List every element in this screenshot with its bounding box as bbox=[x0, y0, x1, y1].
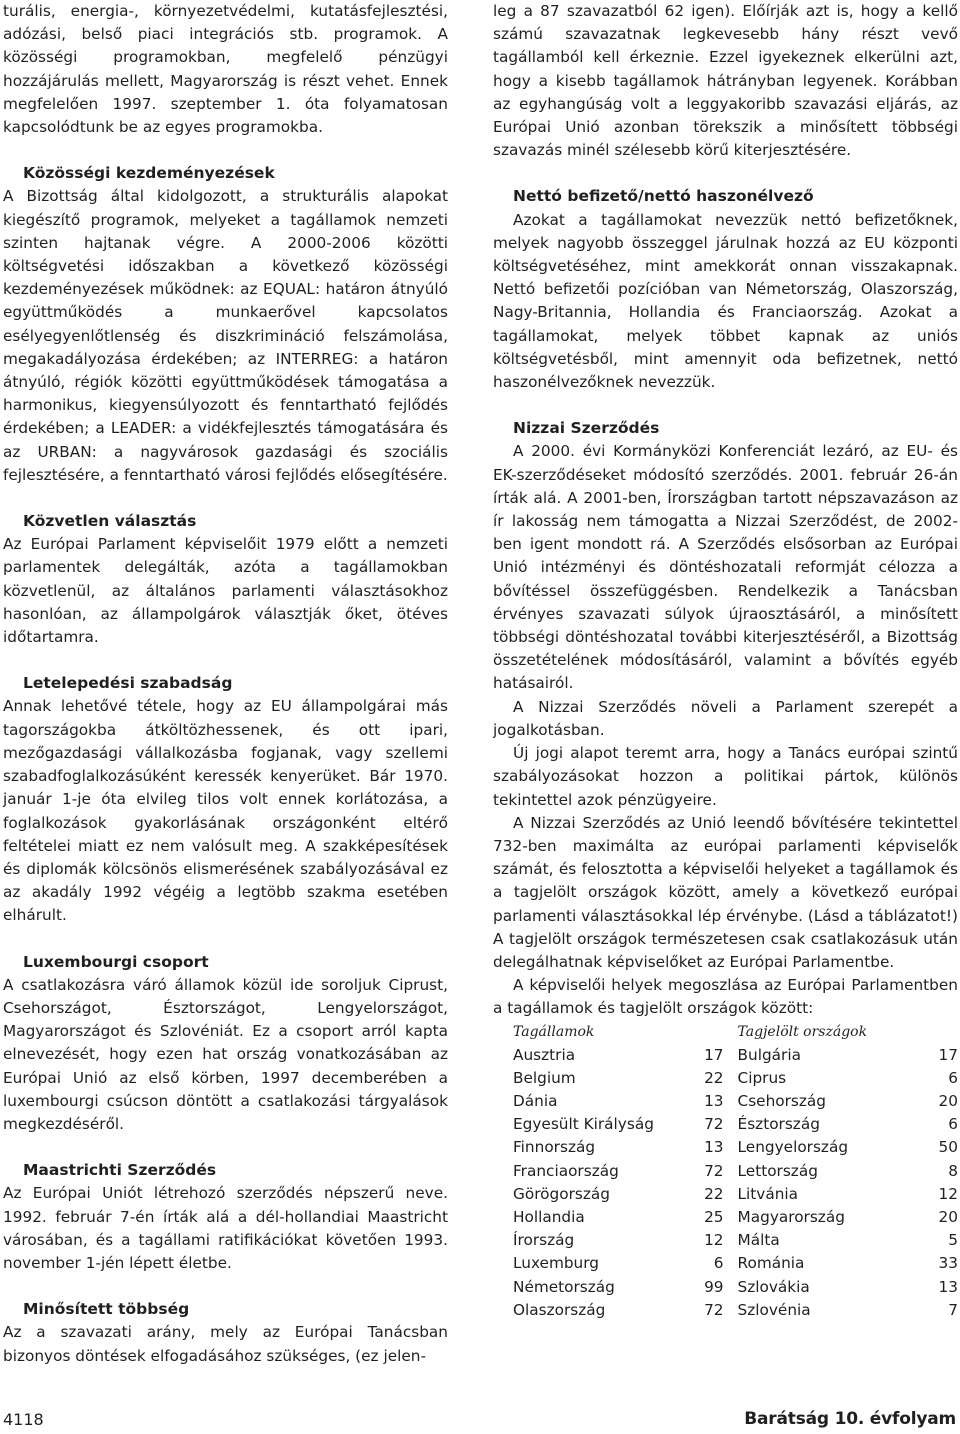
country-name: Málta bbox=[737, 1231, 780, 1250]
country-name: Egyesült Királyság bbox=[513, 1115, 654, 1134]
table-row bbox=[513, 1090, 724, 1113]
right-intro: leg a 87 szavazatból 62 igen). Előírják azt is, hogy a kellő számú szavazatnak legkevesebb hány részt vevő tagállamból kell érkeznie. Ezzel igyekeznek elkerülni azt, hogy a kisebb tagállamok hátrányban legyenek. Korábban az egyhangúság volt a leggyakoribb szavazási eljárás, az Európai Unió azonban törekszik a minősített többségi szavazás minél szélesebb körű kiterjesztésére. bbox=[493, 2, 958, 160]
country-name: Szlovénia bbox=[737, 1300, 811, 1319]
seat-count: 5 bbox=[948, 1231, 958, 1250]
country-name: Ausztria bbox=[513, 1045, 576, 1064]
seat-count: 13 bbox=[704, 1092, 724, 1111]
section-text: A csatlakozásra váró államok közül ide soroljuk Ciprust, Csehországot, Észtországot, Lengyelországot, Magyarországot és Szlovéniát. Ez a csoport arról kapta elnevezését, hogy ezen hat ország vonatkozásában az Európai Unió az első körben, 1997 decemberében a luxembourgi csúcson döntött a csatlakozási tárgyalások megkezdéséről. bbox=[3, 975, 448, 1133]
seat-count: 13 bbox=[704, 1138, 724, 1157]
seat-count: 13 bbox=[938, 1277, 958, 1296]
left-intro: turális, energia-, környezetvédelmi, kutatásfejlesztési, adózási, belső piaci integrációs stb. programok. A közösségi programokban, megfelelő pénzügyi hozzájárulás mellett, Magyarország is részt vehet. Ennek megfelelően 1997. szeptember 1. óta folyamatosan kapcsolódtunk be az egyes programokba. bbox=[3, 2, 448, 137]
seat-count: 25 bbox=[704, 1208, 724, 1227]
country-name: Hollandia bbox=[513, 1208, 585, 1227]
seat-count: 72 bbox=[704, 1300, 724, 1319]
nice-paragraph: Új jogi alapot teremt arra, hogy a Tanács európai szintű szabályozásokat hozzon a politikai pártok, különös tekintettel azok pénzügyeire. bbox=[493, 744, 958, 809]
section-text: A Bizottság által kidolgozott, a strukturális alapokat kiegészítő programok, melyeket a tagállamok nemzeti szinten hajtanak végre. A 2000-2006 közötti költségvetési időszakban a következő közösségi kezdeményezések működnek: az EQUAL: határon átnyúló együttműködés a munkaerővel kapcsolatos esélyegyenlőtlenség és diszkrimináció felszámolása, megakadályozása érdekében; az INTERREG: a határon átnyúló, régiók közötti együttműködések támogatása a harmonikus, kiegyensúlyozott és fenntartható fejlődés érdekében; a LEADER: a vidékfejlesztés támogatására és az URBAN: a nagyvárosok gazdasági és szociális fejlesztésére, a fenntartható városi fejlődés elősegítésére. bbox=[3, 187, 448, 484]
nice-treaty-heading: Nizzai Szerződés bbox=[513, 419, 660, 438]
section-text: Annak lehetővé tétele, hogy az EU állampolgárai más tagországokba átköltözhessenek, és ott ipari, mezőgazdasági vállalkozásba fogjanak, vagy szellemi szabadfoglalkozásúként keressék kenyerüket. Bár 1970. január 1-je óta elvileg tilos volt ennek korlátozása, a foglalkozások gyakorlásának országonként eltérő feltételei miatt ez nem valósult meg. A szakképesítések és diplomák kölcsönös elismerésének szabályozásával ez az akadály 1992 végéig a legtöbb szakma esetében elhárult. bbox=[3, 697, 448, 925]
country-name: Észtország bbox=[737, 1115, 820, 1134]
table-row bbox=[513, 1276, 724, 1299]
section-heading: Közösségi kezdeményezések bbox=[23, 164, 275, 183]
member-states-header: Tagállamok bbox=[513, 1023, 595, 1040]
seat-count: 20 bbox=[938, 1208, 958, 1227]
section-text: Az Európai Uniót létrehozó szerződés népszerű neve. 1992. február 7-én írták alá a dél-hollandiai Maastricht városában, és a tagállami ratifikációkat követően 1993. november 1-jén lépett életbe. bbox=[3, 1184, 448, 1272]
nice-paragraph: A 2000. évi Kormányközi Konferenciát lezáró, az EU- és EK-szerződéseket módosító szerződés. 2001. február 26-án írták alá. A 2001-ben, Írországban tartott népszavazáson az ír lakosság nem támogatta a Nizzai Szerződést, de 2002-ben igent mondott rá. A Szerződés elsősorban az Európai Unió intézményi és döntéshozatali reformját célozza a bővítéssel összefüggésben. Rendelkezik a Tanácsban érvényes szavazati súlyok újraosztásáról, a minősített többségi döntéshozatal további kiterjesztéséről, a Bizottság összetételének módosításáról, valamint a bővítés egyéb hatásairól. bbox=[493, 442, 958, 693]
country-name: Görögország bbox=[513, 1184, 610, 1203]
seat-count: 72 bbox=[704, 1161, 724, 1180]
country-name: Németország bbox=[513, 1277, 615, 1296]
nice-paragraph: A képviselői helyek megoszlása az Európai Parlamentben a tagállamok és tagjelölt országok között: bbox=[493, 976, 958, 1018]
journal-name: Barátság 10. évfolyam bbox=[744, 1409, 956, 1429]
seat-count: 22 bbox=[704, 1068, 724, 1087]
table-row bbox=[513, 1067, 724, 1090]
seat-count: 33 bbox=[938, 1254, 958, 1273]
table-row bbox=[513, 1183, 724, 1206]
candidate-states-header: Tagjelölt országok bbox=[737, 1023, 868, 1040]
country-name: Dánia bbox=[513, 1092, 558, 1111]
country-name: Magyarország bbox=[737, 1208, 845, 1227]
country-name: Szlovákia bbox=[737, 1277, 810, 1296]
seat-count: 6 bbox=[948, 1115, 958, 1134]
table-row bbox=[513, 1044, 724, 1067]
table-row bbox=[738, 1229, 958, 1252]
table-row bbox=[738, 1206, 958, 1229]
left-column bbox=[3, 0, 448, 1368]
net-contributor-heading: Nettó befizető/nettó haszonélvező bbox=[513, 187, 814, 206]
country-name: Litvánia bbox=[737, 1184, 799, 1203]
country-name: Lettország bbox=[737, 1161, 818, 1180]
country-name: Olaszország bbox=[513, 1300, 606, 1319]
seat-count: 12 bbox=[938, 1184, 958, 1203]
country-name: Írország bbox=[513, 1231, 575, 1250]
country-name: Finnország bbox=[513, 1138, 596, 1157]
net-contributor-text: Azokat a tagállamokat nevezzük nettó befizetőknek, melyek nagyobb összeggel járulnak hozzá az EU központi költségvetéséhez, mint amekkorát onnan visszakapnak. Nettó befizetői pozícióban van Németország, Olaszország, Nagy-Britannia, Hollandia és Franciaország. Azokat a tagállamokat, melyek többet kapnak az uniós költségvetésből, mint amennyit oda befizetnek, nettó haszonélvezőknek nevezzük. bbox=[493, 210, 958, 392]
table-row bbox=[738, 1183, 958, 1206]
table-row bbox=[513, 1229, 724, 1252]
country-name: Belgium bbox=[513, 1068, 576, 1087]
table-row bbox=[738, 1276, 958, 1299]
table-row bbox=[513, 1299, 724, 1322]
seat-count: 20 bbox=[938, 1092, 958, 1111]
table-row bbox=[738, 1299, 958, 1322]
country-name: Csehország bbox=[737, 1092, 827, 1111]
page-number: 4118 bbox=[3, 1410, 44, 1429]
seat-count: 8 bbox=[948, 1161, 958, 1180]
seat-count: 17 bbox=[704, 1045, 724, 1064]
seat-count: 6 bbox=[948, 1068, 958, 1087]
country-name: Bulgária bbox=[737, 1045, 801, 1064]
section-heading: Közvetlen választás bbox=[23, 512, 197, 531]
seat-count: 22 bbox=[704, 1184, 724, 1203]
country-name: Luxemburg bbox=[513, 1254, 599, 1273]
table-row bbox=[513, 1206, 724, 1229]
seat-count: 50 bbox=[938, 1138, 958, 1157]
table-row bbox=[738, 1113, 958, 1136]
table-row bbox=[513, 1113, 724, 1136]
table-row bbox=[513, 1136, 724, 1159]
section-text: Az a szavazati arány, mely az Európai Tanácsban bizonyos döntések elfogadásához szükséges, (ez jelen- bbox=[3, 1323, 448, 1365]
table-row bbox=[738, 1090, 958, 1113]
table-row bbox=[738, 1252, 958, 1275]
table-row bbox=[513, 1252, 724, 1275]
table-row bbox=[513, 1160, 724, 1183]
table-row bbox=[738, 1067, 958, 1090]
section-heading: Luxembourgi csoport bbox=[23, 952, 209, 971]
table-row bbox=[738, 1044, 958, 1067]
nice-paragraph: A Nizzai Szerződés növeli a Parlament szerepét a jogalkotásban. bbox=[493, 697, 958, 739]
seat-count: 12 bbox=[704, 1231, 724, 1250]
section-heading: Maastrichti Szerződés bbox=[23, 1161, 217, 1180]
candidate-states-column bbox=[738, 1021, 958, 1322]
section-heading: Letelepedési szabadság bbox=[23, 674, 233, 693]
seat-count: 17 bbox=[938, 1045, 958, 1064]
seat-count: 99 bbox=[704, 1277, 724, 1296]
right-column bbox=[493, 0, 958, 1322]
seat-count: 6 bbox=[713, 1254, 724, 1273]
member-states-column bbox=[513, 1021, 724, 1322]
section-text: Az Európai Parlament képviselőit 1979 előtt a nemzeti parlamentek delegálták, azóta a tagállamokban közvetlenül, az általános parlamenti választásokhoz hasonlóan, az állampolgárok választják őket, ötéves időtartamra. bbox=[3, 535, 448, 647]
seats-table bbox=[513, 1021, 958, 1322]
table-row bbox=[738, 1160, 958, 1183]
nice-paragraph: A Nizzai Szerződés az Unió leendő bővítésére tekintettel 732-ben maximálta az európai parlamenti képviselők számát, és felosztotta a képviselői helyeket a tagállamok és a tagjelölt országok között, amely a következő európai parlamenti választásokkal lép érvénybe. (Lásd a táblázatot!) A tagjelölt országok természetesen csak csatlakozásuk után delegálhatnak képviselőket az Európai Parlamentbe. bbox=[493, 813, 958, 971]
seat-count: 72 bbox=[704, 1115, 724, 1134]
table-row bbox=[738, 1136, 958, 1159]
country-name: Franciaország bbox=[513, 1161, 619, 1180]
country-name: Lengyelország bbox=[737, 1138, 849, 1157]
section-heading: Minősített többség bbox=[23, 1300, 190, 1319]
country-name: Ciprus bbox=[737, 1068, 787, 1087]
country-name: Románia bbox=[737, 1254, 805, 1273]
seat-count: 7 bbox=[948, 1300, 958, 1319]
